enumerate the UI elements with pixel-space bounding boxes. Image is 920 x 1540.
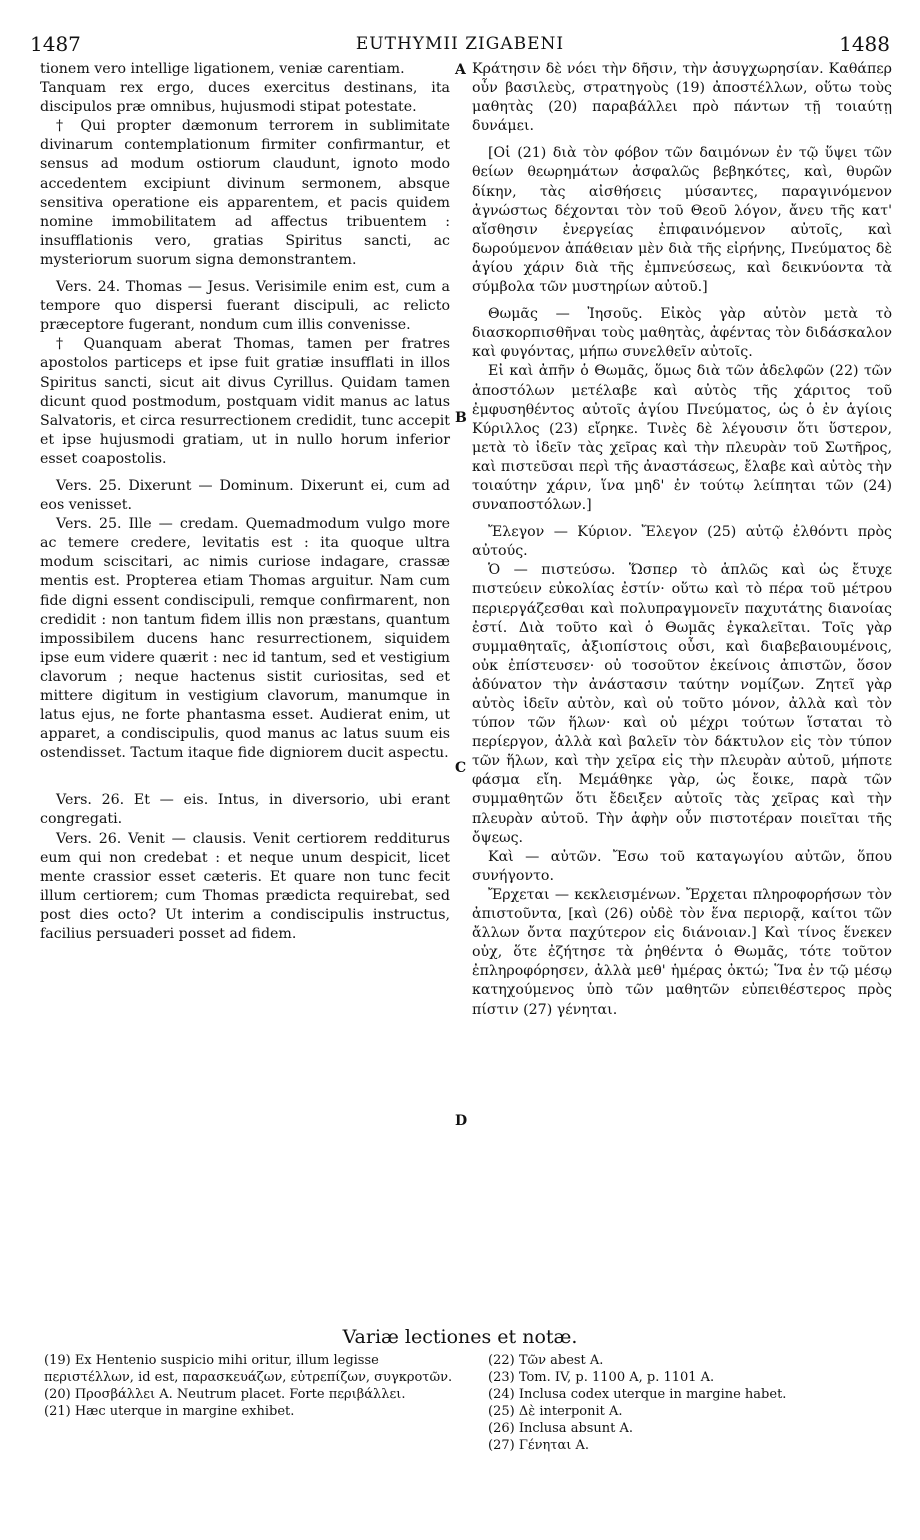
section-marker-b: B (455, 410, 467, 426)
latin-paragraph: tionem vero intellige ligationem, veniæ carentiam. (40, 61, 405, 77)
footnote: (26) Inclusa absunt A. (488, 1421, 634, 1436)
greek-paragraph: Κράτησιν δὲ νόει τὴν δῆσιν, τὴν ἀσυγχωρησίαν. Καθάπερ οὖν βασιλεὺς, στρατηγοὺς (19) ἀποστέλλων, οὕτω τοὺς μαθητὰς (20) παραβάλλει πρὸ πάντων τῇ τοιαύτῃ δυνάμει. (472, 61, 892, 135)
greek-paragraph: Καὶ — αὐτῶν. Ἔσω τοῦ καταγωγίου αὐτῶν, ὅπου συνήγοντο. (472, 848, 892, 884)
notes-heading: Variæ lectiones et notæ. (342, 1326, 578, 1348)
footnote: (19) Ex Hentenio suspicio mihi oritur, illum legisse περιστέλλων, id est, παρασκευάζων, εὐτρεπίζων, συγκροτῶν. (44, 1353, 453, 1385)
latin-paragraph: Vers. 25. Ille — credam. Quemadmodum vulgo more ac temere credere, levitatis est : ita quoque ultra modum sciscitari, ac nimis curiose indagare, crassæ mentis est. Propterea etiam Thomas arguitur. Nam cum fide digni essent condiscipuli, remque confirmarent, non credidit : non tantum fidem illis non præstans, quantum impossibilem ducens hanc resurrectionem, siquidem ipse eum videre quærit : nec id tantum, sed et vestigium clavorum ; neque hactenus sistit curiositas, sed et mittere digitum in vestigium clavorum, manumque in latus ejus, ne forte phantasma esset. Audierat enim, ut apparet, a condiscipulis, quod manus ac latus suum eis ostendisset. Tactum itaque fide digniorem ducit aspectu. (40, 516, 450, 762)
footnote: (20) Προσβάλλει A. Neutrum placet. Forte περιβάλλει. (44, 1387, 406, 1402)
greek-column (472, 60, 892, 1020)
latin-paragraph: Tanquam rex ergo, duces exercitus destinans, ita discipulos præ omnibus, hujusmodi stipat potestate. (40, 80, 450, 116)
latin-column (40, 60, 450, 944)
footnote: (21) Hæc uterque in margine exhibet. (44, 1404, 295, 1419)
footnote: (23) Tom. IV, p. 1100 A, p. 1101 A. (488, 1370, 715, 1385)
latin-paragraph: † Quanquam aberat Thomas, tamen per fratres apostolos particeps et ipse fuit gratiæ insufflati in illos Spiritus sancti, sicut ait divus Cyrillus. Quidam tamen dicunt quod postmodum, postquam vidit manus ac latus Salvatoris, et circa resurrectionem credidit, tunc accepit et ipse hujusmodi gratiam, ut in nullo horum inferior esset coapostolis. (40, 336, 450, 467)
latin-paragraph: Vers. 24. Thomas — Jesus. Verisimile enim est, cum a tempore quo dispersi fuerant discipuli, ac relicto præceptore fugerant, nondum cum illis convenisse. (40, 279, 450, 334)
footnote: (22) Τῶν abest A. (488, 1353, 604, 1368)
footnote: (24) Inclusa codex uterque in margine habet. (488, 1387, 787, 1402)
greek-paragraph: Ἔρχεται — κεκλεισμένων. Ἔρχεται πληροφορήσων τὸν ἀπιστοῦντα, [καὶ (26) οὐδὲ τὸν ἕνα περιορᾷ, καίτοι τῶν ἄλλων ὄντα παχύτερον εἰς διάνοιαν.] Καὶ τίνος ἕνεκεν οὐχ, ὅτε ἐζήτησε τὰ ῥηθέντα ὁ Θωμᾶς, τότε τοῦτον ἐπληροφόρησεν, ἀλλὰ μεθ' ἡμέρας ὀκτώ; Ἵνα ἐν τῷ μέσῳ κατηχούμενος ὑπὸ τῶν μαθητῶν εὐπειθέστερος πρὸς πίστιν (27) γένηται. (472, 886, 892, 1018)
latin-paragraph: Vers. 25. Dixerunt — Dominum. Dixerunt ei, cum ad eos venisset. (40, 477, 450, 514)
latin-paragraph: Vers. 26. Et — eis. Intus, in diversorio, ubi erant congregati. (40, 792, 450, 828)
footnotes-right (488, 1352, 888, 1454)
footnotes-left (44, 1352, 454, 1420)
left-page-number: 1487 (30, 32, 81, 56)
greek-paragraph: Θωμᾶς — Ἰησοῦς. Εἰκὸς γὰρ αὐτὸν μετὰ τὸ διασκορπισθῆναι τοὺς μαθητὰς, ἀφέντας τὸν διδάσκαλον καὶ φυγόντας, μήπω συνελθεῖν αὐτοῖς. (472, 306, 892, 361)
footnote: (27) Γένηται A. (488, 1438, 589, 1453)
latin-paragraph: Vers. 26. Venit — clausis. Venit certiorem redditurus eum qui non credebat : et neque unum despicit, licet mente crassior esset cæteris. Et quare non tunc fecit illum certiorem; cum Thomas prædicta requirebat, sed post dies octo? Ut interim a condiscipulis instructus, facilius persuaderi posset ad fidem. (40, 830, 450, 943)
section-marker-d: D (455, 1113, 468, 1129)
footnote: (25) Δὲ interponit A. (488, 1404, 623, 1419)
greek-paragraph: [Οἱ (21) διὰ τὸν φόβον τῶν δαιμόνων ἐν τῷ ὕψει τῶν θείων θεωρημάτων ἀσφαλῶς βεβηκότες, καὶ, θυρῶν δίκην, τὰς αἰσθήσεις μύσαντες, παραγινόμενον ἀγνώστως δέχονται τὸν τοῦ Θεοῦ λόγον, ἄνευ τῆς κατ' αἴσθησιν ἐνεργείας ἐπιφαινόμενον αὐτοῖς, καὶ δωρούμενον ἀπάθειαν μὲν διὰ τῆς εἰρήνης, Πνεύματος δὲ ἁγίου χάριν διὰ τῆς ἐμπνεύσεως, καὶ δεικνύοντα τὰ σύμβολα τῶν μυστηρίων αὐτοῦ.] (472, 145, 892, 296)
greek-paragraph: Ἔλεγον — Κύριον. Ἔλεγον (25) αὐτῷ ἐλθόντι πρὸς αὐτούς. (472, 524, 892, 560)
section-marker-c: C (455, 760, 467, 776)
latin-paragraph: † Qui propter dæmonum terrorem in sublimitate divinarum contemplationum firmiter confirmantur, et sensus ad modum ostiorum claudunt, ignoto modo accedentem excipiunt divinum sermonem, absque sensitiva operatione eis apparentem, et pacis quidem nomine immobilitatem ad affectus tribuentem : insufflationis vero, gratias Spiritus sancti, ac mysteriorum suorum signa demonstrantem. (40, 118, 450, 268)
greek-paragraph: Εἰ καὶ ἀπῆν ὁ Θωμᾶς, ὅμως διὰ τῶν ἀδελφῶν (22) τῶν ἀποστόλων μετέλαβε καὶ αὐτὸς τῆς χάριτος τοῦ ἐμφυσηθέντος αὐτοῖς ἁγίου Πνεύματος, ὡς ὁ ἐν ἁγίοις Κύριλλος (23) εἴρηκε. Τινὲς δὲ λέγουσιν ὅτι ὕστερον, μετὰ τὸ ἰδεῖν τὰς χεῖρας καὶ τὴν πλευρὰν τοῦ Σωτῆρος, καὶ πιστεῦσαι περὶ τῆς ἀναστάσεως, ἔλαβε καὶ αὐτὸς τὴν τοιαύτην χάριν, ἵνα μηδ' ἐν τούτῳ λείπηται τῶν (24) συναποστόλων.] (472, 363, 892, 514)
greek-paragraph: Ὁ — πιστεύσω. Ὥσπερ τὸ ἁπλῶς καὶ ὡς ἔτυχε πιστεύειν εὐκολίας ἐστίν· οὕτω καὶ τὸ πέρα τοῦ μέτρου περιεργάζεσθαι καὶ πολυπραγμονεῖν παχυτάτης διανοίας ἐστί. Διὰ τοῦτο καὶ ὁ Θωμᾶς ἐγκαλεῖται. Τοῖς γὰρ συμμαθηταῖς, ἀξιοπίστοις οὖσι, καὶ διαβεβαιουμένοις, οὐκ ἐπίστευσεν· οὐ τοσοῦτον ἐκείνοις ἀπιστῶν, ὅσον ἀδύνατον τὴν ἀνάστασιν ταύτην νομίζων. Ζητεῖ γὰρ αὐτὸς ἰδεῖν αὐτὸν, καὶ οὐ τοῦτο μόνον, ἀλλὰ καὶ τὸν τύπον τῶν ἥλων· καὶ οὐ μέχρι τούτων ἵσταται τὸ περίεργον, ἀλλὰ καὶ βαλεῖν τὸν δάκτυλον εἰς τὸν τύπον τῶν ἥλων, καὶ τὴν χεῖρα εἰς τὴν πλευρὰν αὐτοῦ, μήποτε φάσμα εἴη. Μεμάθηκε γὰρ, ὡς ἔοικε, παρὰ τῶν συμμαθητῶν ὅτι ἔδειξεν αὐτοῖς τὰς χεῖρας καὶ τὴν πλευρὰν αὐτοῦ. Τὴν ἁφὴν οὖν πιστοτέραν ποιεῖται τῆς ὄψεως. (472, 562, 892, 846)
section-marker-a: A (455, 62, 466, 78)
running-title: EUTHYMII ZIGABENI (355, 34, 565, 54)
right-page-number: 1488 (839, 32, 890, 56)
running-header (30, 32, 890, 58)
